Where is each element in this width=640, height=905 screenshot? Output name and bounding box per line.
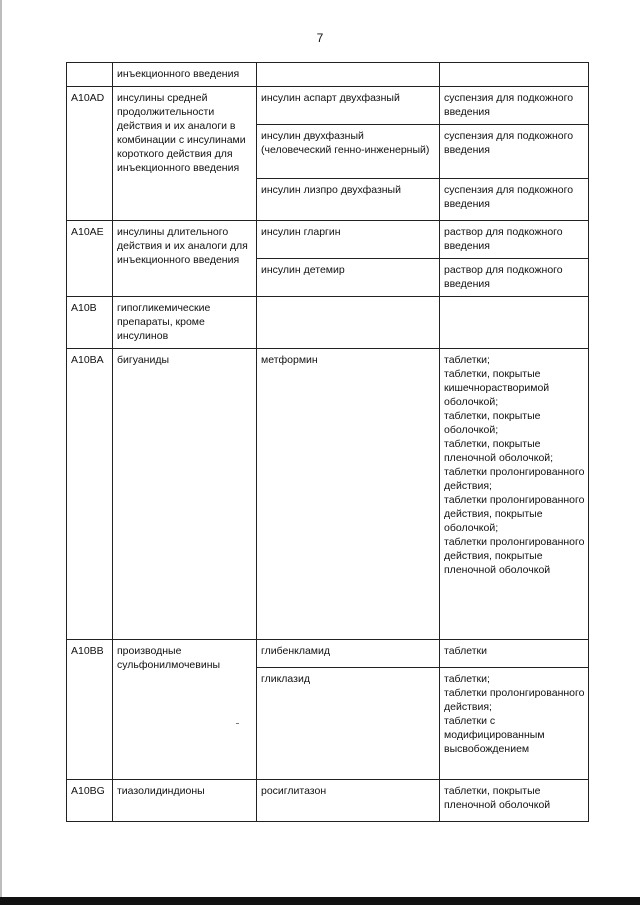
table-row xyxy=(67,87,589,125)
table-row xyxy=(67,221,589,259)
table-row xyxy=(67,640,589,668)
form-cell xyxy=(440,297,589,349)
drug-cell: инсулин двухфазный (человеческий генно-инженерный) xyxy=(257,125,440,179)
form-cell: суспензия для подкожного введения xyxy=(440,179,589,221)
scan-speck xyxy=(236,723,239,724)
table-row xyxy=(67,63,589,87)
scan-bottom-edge xyxy=(0,897,640,905)
drug-cell: росиглитазон xyxy=(257,780,440,822)
group-cell: производные сульфонилмочевины xyxy=(113,640,257,780)
code-cell: A10AE xyxy=(67,221,113,297)
drug-cell: инсулин аспарт двухфазный xyxy=(257,87,440,125)
group-cell: бигуаниды xyxy=(113,349,257,640)
form-cell xyxy=(440,63,589,87)
form-cell: таблетки; таблетки, покрытые кишечнорастворимой оболочкой; таблетки, покрытые оболочкой; таблетки, покрытые пленочной оболочкой; таблетки пролонгированного действия; таблетки пролонгированного действия, покрытые оболочкой; таблетки пролонгированного действия, покрытые пленочной оболочкой xyxy=(440,349,589,640)
drug-cell xyxy=(257,63,440,87)
drug-cell: инсулин гларгин xyxy=(257,221,440,259)
group-cell: инсулины длительного действия и их аналоги для инъекционного введения xyxy=(113,221,257,297)
table-row xyxy=(67,780,589,822)
drug-cell: гликлазид xyxy=(257,668,440,780)
code-cell xyxy=(67,63,113,87)
page-number: 7 xyxy=(316,31,324,45)
drug-cell xyxy=(257,297,440,349)
table-row xyxy=(67,297,589,349)
drug-cell: инсулин лизпро двухфазный xyxy=(257,179,440,221)
form-cell: таблетки xyxy=(440,640,589,668)
code-cell: A10AD xyxy=(67,87,113,221)
form-cell: раствор для подкожного введения xyxy=(440,221,589,259)
code-cell: A10BB xyxy=(67,640,113,780)
form-cell: таблетки; таблетки пролонгированного действия; таблетки с модифицированным высвобождением xyxy=(440,668,589,780)
drug-cell: инсулин детемир xyxy=(257,259,440,297)
form-cell: раствор для подкожного введения xyxy=(440,259,589,297)
group-cell: гипогликемические препараты, кроме инсулинов xyxy=(113,297,257,349)
table-row xyxy=(67,349,589,640)
scan-edge xyxy=(0,0,2,905)
group-cell: тиазолидиндионы xyxy=(113,780,257,822)
group-cell: инсулины средней продолжительности действия и их аналоги в комбинации с инсулинами короткого действия для инъекционного введения xyxy=(113,87,257,221)
form-cell: суспензия для подкожного введения xyxy=(440,87,589,125)
form-cell: таблетки, покрытые пленочной оболочкой xyxy=(440,780,589,822)
drug-cell: метформин xyxy=(257,349,440,640)
drug-classification-table xyxy=(66,62,589,822)
code-cell: A10B xyxy=(67,297,113,349)
group-cell: инъекционного введения xyxy=(113,63,257,87)
code-cell: A10BA xyxy=(67,349,113,640)
code-cell: A10BG xyxy=(67,780,113,822)
drug-cell: глибенкламид xyxy=(257,640,440,668)
form-cell: суспензия для подкожного введения xyxy=(440,125,589,179)
